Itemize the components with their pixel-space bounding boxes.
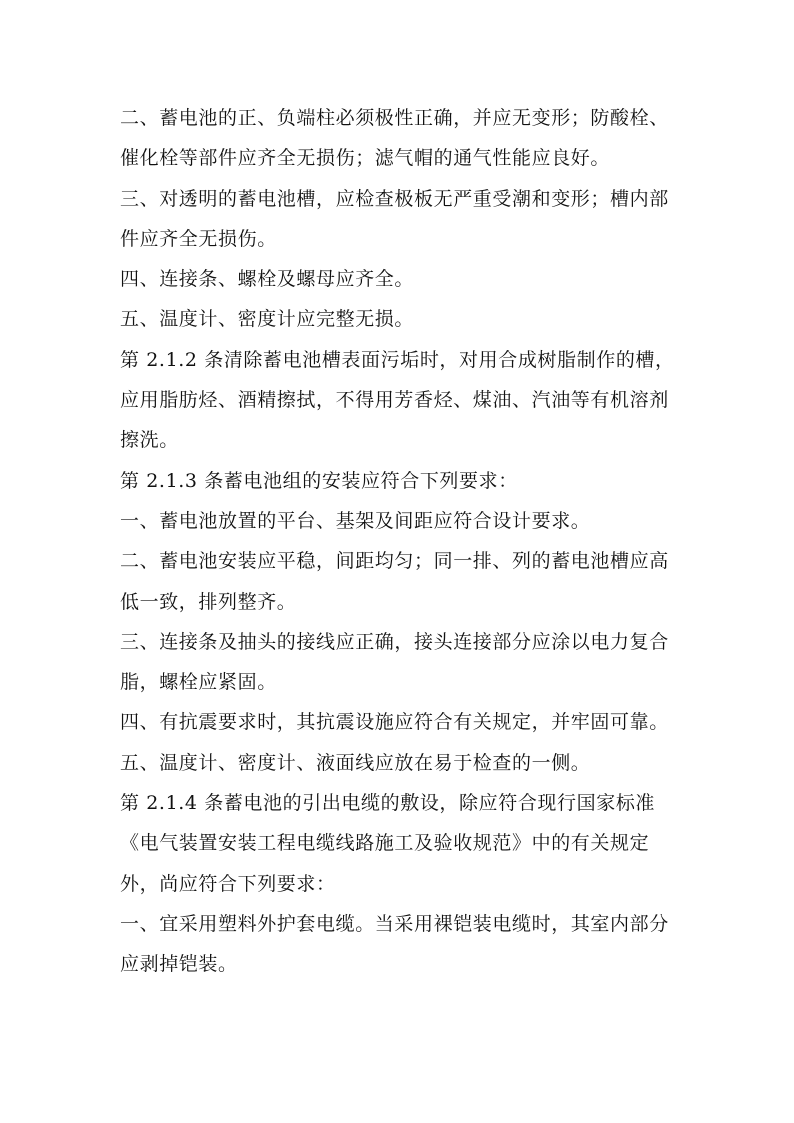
text-line: 件应齐全无损伤。 — [120, 227, 277, 250]
clause-line: 第 2.1.2 条清除蓄电池槽表面污垢时，对用合成树脂制作的槽， — [120, 348, 675, 371]
text-line: 脂，螺栓应紧固。 — [120, 671, 277, 694]
text-line: 二、蓄电池安装应平稳，间距均匀；同一排、列的蓄电池槽应高 — [120, 550, 669, 573]
text-line: 应剥掉铠装。 — [120, 953, 238, 976]
text-line: 二、蓄电池的正、负端柱必须极性正确，并应无变形；防酸栓、 — [120, 107, 669, 129]
text-line: 低一致，排列整齐。 — [120, 590, 297, 613]
text-line: 一、宜采用塑料外护套电缆。当采用裸铠装电缆时，其室内部分 — [120, 912, 669, 935]
clause-line: 第 2.1.3 条蓄电池组的安装应符合下列要求： — [120, 469, 518, 492]
text-line: 三、对透明的蓄电池槽，应检查极板无严重受潮和变形；槽内部 — [120, 187, 669, 210]
text-line: 五、温度计、密度计应完整无损。 — [120, 308, 415, 331]
text-line: 五、温度计、密度计、液面线应放在易于检查的一侧。 — [120, 751, 591, 774]
text-line: 擦洗。 — [120, 429, 179, 452]
document-body — [120, 98, 680, 985]
clause-line: 第 2.1.4 条蓄电池的引出电缆的敷设，除应符合现行国家标准 — [120, 792, 656, 815]
text-line: 一、蓄电池放置的平台、基架及间距应符合设计要求。 — [120, 509, 591, 532]
text-line: 四、有抗震要求时，其抗震设施应符合有关规定，并牢固可靠。 — [120, 711, 669, 734]
text-line: 《电气装置安装工程电缆线路施工及验收规范》中的有关规定 — [120, 832, 650, 855]
text-line: 催化栓等部件应齐全无损伤；滤气帽的通气性能应良好。 — [120, 147, 611, 170]
text-line: 应用脂肪烃、酒精擦拭，不得用芳香烃、煤油、汽油等有机溶剂 — [120, 389, 669, 412]
text-line: 外，尚应符合下列要求： — [120, 872, 336, 895]
text-line: 三、连接条及抽头的接线应正确，接头连接部分应涂以电力复合 — [120, 630, 669, 653]
text-line: 四、连接条、螺栓及螺母应齐全。 — [120, 268, 415, 291]
